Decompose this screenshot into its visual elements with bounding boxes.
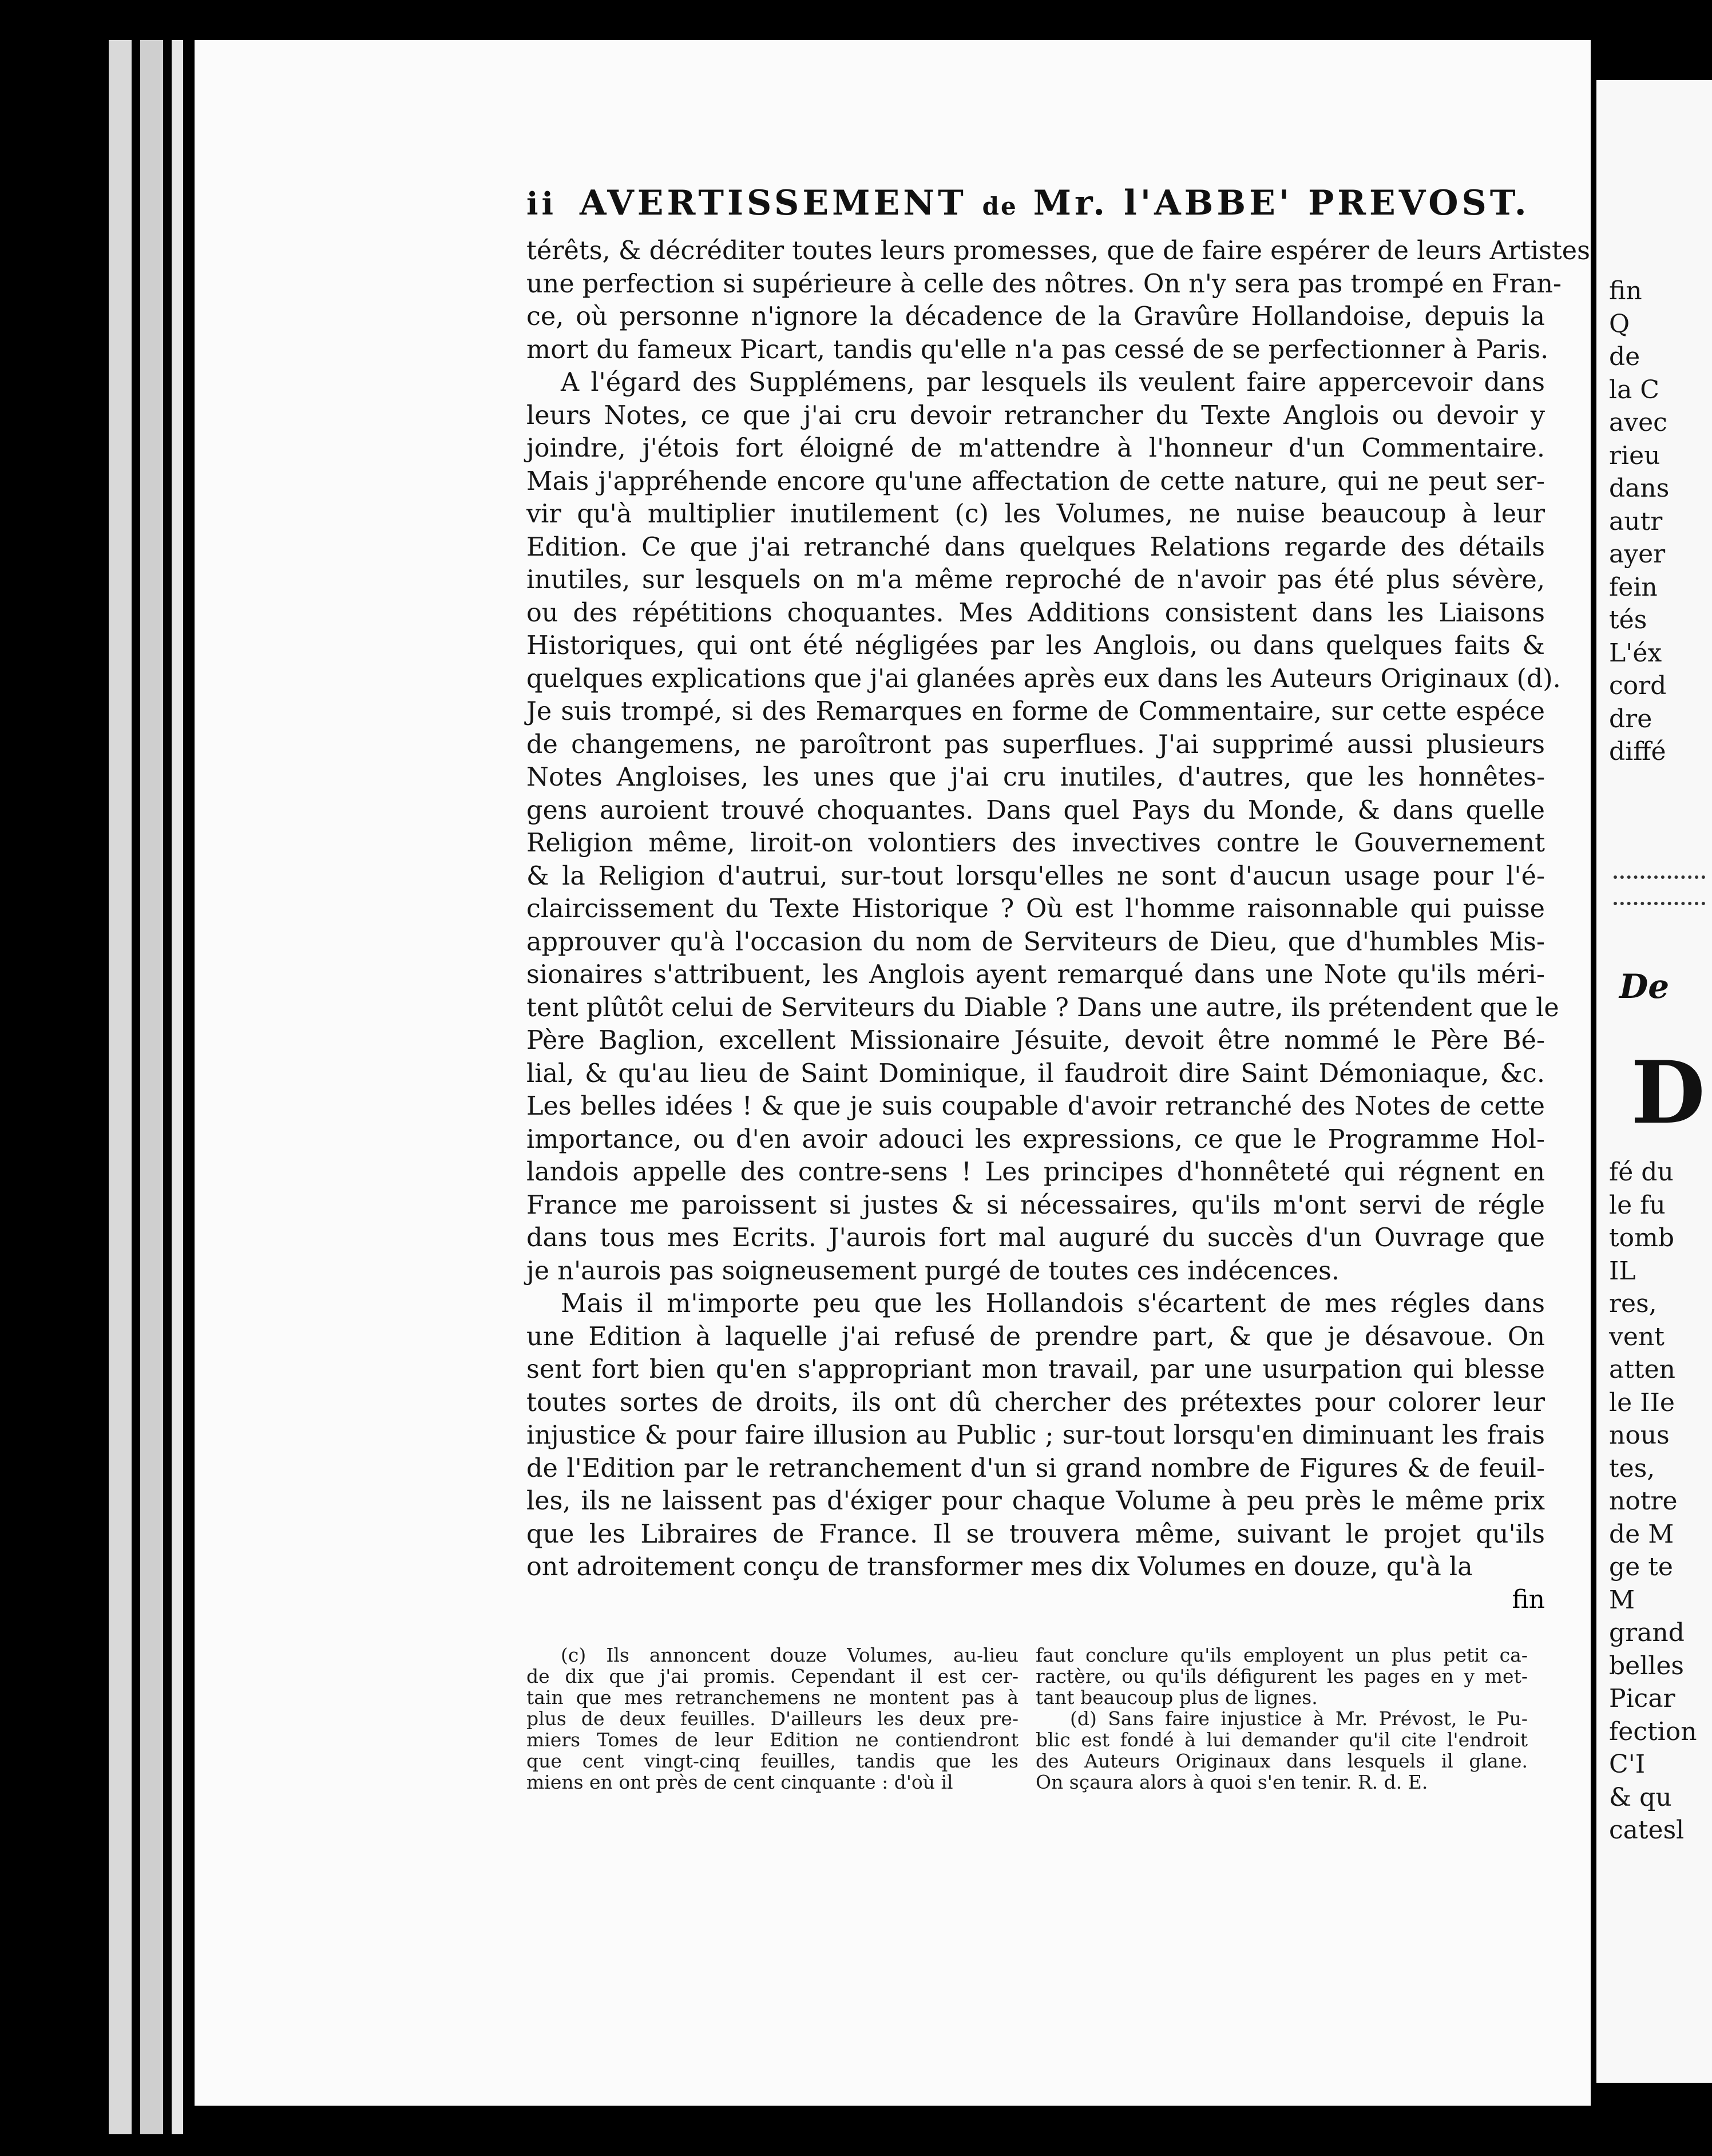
facing-page-text-bottom — [1609, 1156, 1697, 1847]
facing-text-line: tomb — [1609, 1223, 1675, 1253]
facing-text-line: ayer — [1609, 540, 1666, 569]
facing-text-line: Q — [1609, 309, 1630, 339]
facing-text-line: rieu — [1609, 441, 1661, 470]
text-line: je n'aurois pas soigneusement purgé de toutes ces indécences. — [526, 1256, 1340, 1286]
facing-text-line: fin — [1609, 276, 1642, 306]
text-line: gens auroient trouvé choquantes. Dans quel Pays du Monde, & dans quelle — [526, 795, 1545, 825]
text-line: une perfection si supérieure à celle des nôtres. On n'y sera pas trompé en Fran- — [526, 269, 1562, 299]
scan-edge-left — [109, 40, 132, 2134]
text-line: landois appelle des contre-sens ! Les principes d'honnêteté qui régnent en — [526, 1158, 1545, 1187]
text-line: ce, où personne n'ignore la décadence de la Gravûre Hollandoise, depuis la — [526, 302, 1545, 331]
facing-text-line: la C — [1609, 375, 1659, 405]
text-line: joindre, j'étois fort éloigné de m'attendre à l'honneur d'un Commentaire. — [526, 434, 1545, 463]
facing-text-line: ge te — [1609, 1552, 1673, 1582]
footnotes-right-column — [1036, 1644, 1528, 1793]
running-head — [526, 183, 1545, 223]
text-line: de l'Edition par le retranchement d'un si grand nombre de Figures & de feuil- — [526, 1453, 1545, 1483]
note-line: (c) Ils annoncent douze Volumes, au-lieu — [561, 1643, 1019, 1666]
facing-text-line: C'I — [1609, 1750, 1646, 1779]
note-line: plus de deux feuilles. D'ailleurs les deux pre- — [526, 1707, 1019, 1730]
facing-text-line: notre — [1609, 1487, 1678, 1516]
facing-text-line: belles — [1609, 1651, 1684, 1681]
note-line: faut conclure qu'ils employent un plus petit ca- — [1036, 1643, 1528, 1666]
text-line: Edition. Ce que j'ai retranché dans quelques Relations regarde des détails — [526, 532, 1545, 562]
page-title: AVERTISSEMENT de Mr. l'ABBE' PREVOST. — [580, 183, 1530, 223]
text-line: & la Religion d'autrui, sur-tout lorsqu'elles ne sont d'aucun usage pour l'é- — [526, 861, 1545, 891]
facing-text-line: fection — [1609, 1717, 1697, 1746]
text-line: Je suis trompé, si des Remarques en forme de Commentaire, sur cette espéce — [526, 697, 1545, 726]
facing-text-line: fé du — [1609, 1158, 1674, 1187]
note-line: que cent vingt-cinq feuilles, tandis que les — [526, 1749, 1019, 1772]
facing-text-line: nous — [1609, 1421, 1670, 1450]
text-line: France me paroissent si justes & si nécessaires, qu'ils m'ont servi de régle — [526, 1190, 1545, 1220]
facing-page-drop-cap: D — [1631, 1043, 1706, 1143]
scan-edge-middle — [140, 40, 163, 2134]
facing-page-heading: De — [1619, 967, 1670, 1006]
text-line: Historiques, qui ont été négligées par les Anglois, ou dans quelques faits & — [526, 631, 1545, 660]
text-line: leurs Notes, ce que j'ai cru devoir retrancher du Texte Anglois ou devoir y — [526, 401, 1545, 430]
facing-text-line: tés — [1609, 605, 1647, 635]
facing-text-line: grand — [1609, 1618, 1685, 1647]
text-line: sent fort bien qu'en s'appropriant mon travail, par une usurpation qui blesse — [526, 1355, 1545, 1384]
facing-text-line: catesl — [1609, 1816, 1685, 1845]
facing-text-line: dans — [1609, 474, 1670, 503]
facing-text-line: dre — [1609, 704, 1652, 734]
text-line: Père Baglion, excellent Missionaire Jésuite, devoit être nommé le Père Bé- — [526, 1026, 1545, 1055]
text-line: claircissement du Texte Historique ? Où est l'homme raisonnable qui puisse — [526, 894, 1545, 924]
note-line: blic est fondé à lui demander qu'il cite l'endroit — [1036, 1728, 1528, 1751]
note-line: tain que mes retranchemens ne montent pas à — [526, 1686, 1019, 1709]
text-line: les, ils ne laissent pas d'éxiger pour chaque Volume à peu près le même prix — [526, 1487, 1545, 1516]
facing-text-line: le fu — [1609, 1190, 1666, 1220]
facing-text-line: & qu — [1609, 1782, 1672, 1812]
text-line: Les belles idées ! & que je suis coupable d'avoir retranché des Notes de cette — [526, 1092, 1545, 1121]
page-content — [526, 183, 1590, 1793]
facing-text-line: L'éx — [1609, 638, 1662, 668]
note-line: des Auteurs Originaux dans lesquels il glane. — [1036, 1749, 1528, 1772]
scan-edge-inner — [172, 40, 183, 2134]
text-line: Notes Angloises, les unes que j'ai cru inutiles, d'autres, que les honnêtes- — [526, 763, 1545, 792]
footnotes — [526, 1644, 1545, 1793]
text-line: vir qu'à multiplier inutilement (c) les Volumes, ne nuise beaucoup à leur — [526, 500, 1545, 529]
text-line: tent plûtôt celui de Serviteurs du Diable ? Dans une autre, ils prétendent que le — [526, 993, 1559, 1022]
facing-text-line: avec — [1609, 408, 1667, 437]
facing-text-line: M — [1609, 1585, 1635, 1615]
facing-page — [1596, 80, 1712, 2083]
facing-text-line: cord — [1609, 671, 1667, 700]
facing-text-line: fein — [1609, 572, 1658, 602]
text-line: toutes sortes de droits, ils ont dû chercher des prétextes pour colorer leur — [526, 1388, 1545, 1417]
catchword: fin — [1512, 1584, 1545, 1614]
text-line: approuver qu'à l'occasion du nom de Serviteurs de Dieu, que d'humbles Mis- — [526, 927, 1545, 957]
text-line: mort du fameux Picart, tandis qu'elle n'a pas cessé de se perfectionner à Paris. — [526, 335, 1549, 364]
facing-text-line: diffé — [1609, 737, 1666, 766]
text-line: térêts, & décréditer toutes leurs promesses, que de faire espérer de leurs Artistes — [526, 236, 1590, 265]
facing-text-line: Picar — [1609, 1684, 1675, 1713]
text-line: sionaires s'attribuent, les Anglois ayent remarqué dans une Note qu'ils méri- — [526, 960, 1545, 989]
text-line: injustice & pour faire illusion au Public ; sur-tout lorsqu'en diminuant les frais — [526, 1421, 1545, 1450]
body-text — [526, 235, 1590, 1584]
ornament-divider — [1614, 875, 1705, 905]
text-line: une Edition à laquelle j'ai refusé de prendre part, & que je désavoue. On — [526, 1322, 1545, 1352]
book-page — [195, 40, 1591, 2106]
facing-text-line: de M — [1609, 1519, 1674, 1549]
text-line: de changemens, ne paroîtront pas superflues. J'ai supprimé aussi plusieurs — [526, 730, 1545, 759]
note-line: (d) Sans faire injustice à Mr. Prévost, le Pu- — [1070, 1707, 1528, 1730]
note-line: miens en ont près de cent cinquante : d'où il — [526, 1770, 953, 1793]
text-line: que les Libraires de France. Il se trouvera même, suivant le projet qu'ils — [526, 1519, 1545, 1549]
note-line: miers Tomes de leur Edition ne contiendront — [526, 1728, 1019, 1751]
facing-text-line: atten — [1609, 1355, 1675, 1384]
facing-text-line: autr — [1609, 506, 1663, 536]
text-line: A l'égard des Supplémens, par lesquels ils veulent faire appercevoir dans — [561, 368, 1545, 397]
text-line: lial, & qu'au lieu de Saint Dominique, il faudroit dire Saint Démoniaque, &c. — [526, 1059, 1545, 1088]
text-line: Religion même, liroit-on volontiers des invectives contre le Gouvernement — [526, 829, 1545, 858]
note-line: ractère, ou qu'ils défigurent les pages en y met- — [1036, 1664, 1528, 1687]
text-line: Mais il m'importe peu que les Hollandois s'écartent de mes régles dans — [561, 1289, 1545, 1318]
note-line: tant beaucoup plus de lignes. — [1036, 1686, 1318, 1709]
text-line: dans tous mes Ecrits. J'aurois fort mal auguré du succès d'un Ouvrage que — [526, 1223, 1545, 1253]
page-number: ii — [526, 185, 557, 222]
facing-text-line: le IIe — [1609, 1388, 1675, 1417]
text-line: ou des répétitions choquantes. Mes Additions consistent dans les Liaisons — [526, 598, 1545, 628]
text-line: importance, ou d'en avoir adouci les expressions, ce que le Programme Hol- — [526, 1124, 1545, 1154]
text-line: quelques explications que j'ai glanées après eux dans les Auteurs Originaux (d). — [526, 664, 1561, 693]
footnotes-left-column — [526, 1644, 1019, 1793]
facing-text-line: res, — [1609, 1289, 1657, 1318]
text-line: inutiles, sur lesquels on m'a même reproché de n'avoir pas été plus sévère, — [526, 565, 1545, 595]
text-line: Mais j'appréhende encore qu'une affectation de cette nature, qui ne peut ser- — [526, 466, 1545, 496]
text-line: ont adroitement conçu de transformer mes dix Volumes en douze, qu'à la — [526, 1552, 1473, 1582]
facing-text-line: de — [1609, 342, 1640, 371]
note-line: de dix que j'ai promis. Cependant il est cer- — [526, 1664, 1019, 1687]
facing-text-line: IL — [1609, 1256, 1636, 1286]
note-line: On sçaura alors à quoi s'en tenir. R. d. E. — [1036, 1770, 1428, 1793]
facing-text-line: vent — [1609, 1322, 1665, 1352]
facing-page-text-top — [1609, 275, 1669, 768]
facing-text-line: tes, — [1609, 1453, 1655, 1483]
